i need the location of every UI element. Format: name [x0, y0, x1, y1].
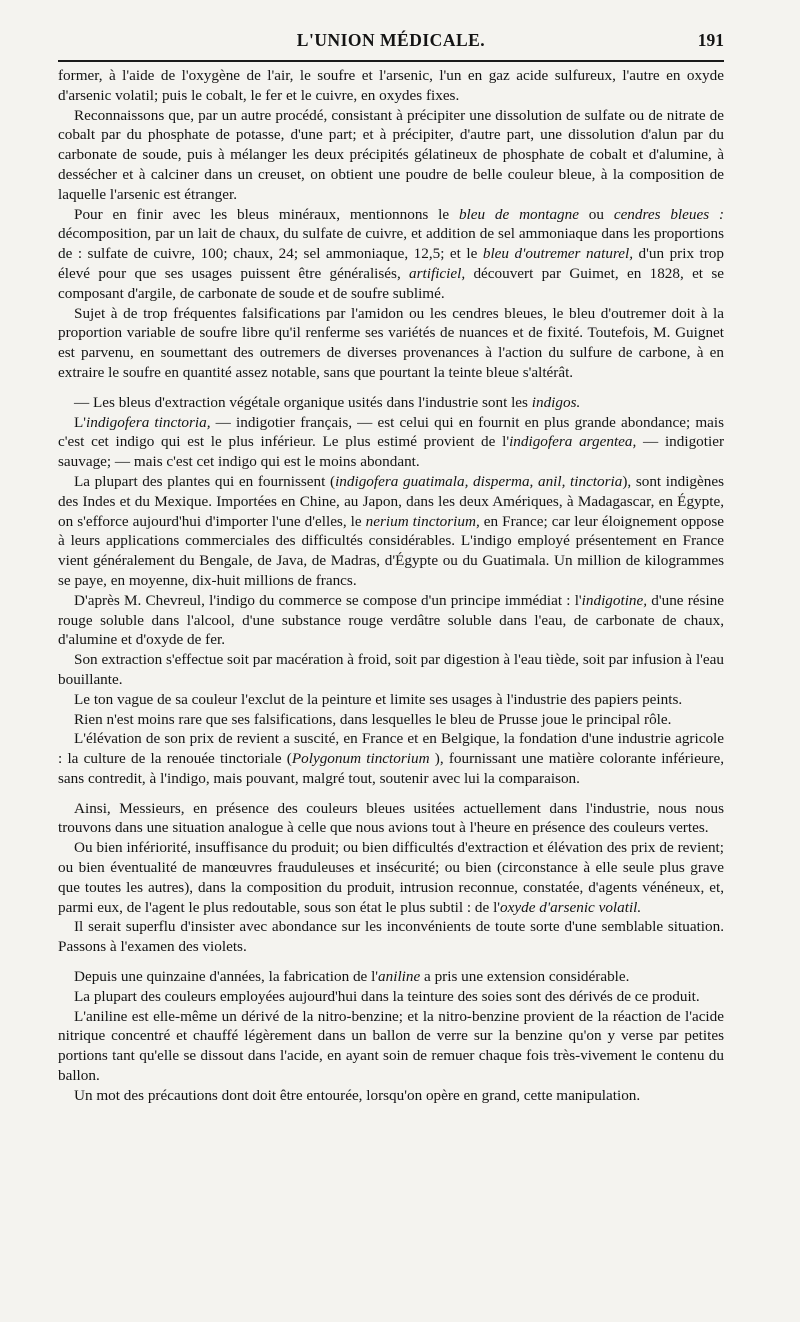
- text-run: Reconnaissons que, par un autre procédé, consistant à précipiter une dissolution de sulfate ou de nitrate de cobalt par du phosphate de potasse, d'une part; et à précipiter, d'autre part, une dissolution d'alun par du carbonate de soude, puis à mélanger les deux précipités gélatineux de phosphate de cobalt et d'alumine, à dessécher et à calciner dans un creuset, on obtient une poudre de belle couleur bleue, à la composition de laquelle l'arsenic est étranger.: [58, 106, 724, 203]
- paragraph: [58, 838, 724, 917]
- paragraph: [58, 472, 724, 591]
- italic-term: cendres bleues :: [613, 205, 725, 223]
- paragraph: [58, 591, 724, 650]
- text-run: en France; car leur éloignement oppose à leurs applications commerciales des difficultés considérables. L'indigo employé présentement en France vient généralement du Bengale, de Java, de Madras, d'Égypte ou du Guatimala. Un million de kilogrammes se paye, en moyenne, dix-huit millions de francs.: [58, 512, 724, 589]
- paragraph: [58, 650, 724, 690]
- italic-term: indigos.: [531, 393, 581, 411]
- text-run: Il serait superflu d'insister avec abondance sur les inconvénients de toute sorte d'une semblable situation. Passons à l'examen des violets.: [58, 918, 724, 956]
- italic-term: indigofera argentea,: [509, 433, 637, 451]
- paragraph: [58, 205, 724, 304]
- italic-term: Polygonum tinctorium: [291, 750, 430, 768]
- page-header: [58, 26, 724, 60]
- text-run: Rien n'est moins rare que ses falsifications, dans lesquelles le bleu de Prusse joue le principal rôle.: [74, 710, 672, 728]
- paragraph: [58, 967, 724, 987]
- text-run: La plupart des couleurs employées aujourd'hui dans la teinture des soies sont des dérivés de ce produit.: [74, 987, 700, 1005]
- text-run: La plupart des plantes qui en fournissent (: [74, 472, 336, 490]
- italic-term: bleu de montagne: [458, 205, 579, 223]
- text-run: former, à l'aide de l'oxygène de l'air, le soufre et l'arsenic, l'un en gaz acide sulfureux, l'autre en oxyde d'arsenic volatil; puis le cobalt, le fer et le cuivre, en oxydes fixes.: [58, 67, 724, 104]
- text-run: a pris une extension considérable.: [420, 968, 630, 986]
- text-run: Ainsi, Messieurs, en présence des couleurs bleues usitées actuellement dans l'industrie, nous nous trouvons dans une situation analogue à celle que nous avions tout à l'heure en présence des couleurs vertes.: [58, 799, 724, 837]
- text-run: d'un prix trop élevé pour que ses usages puissent être généralisés,: [58, 245, 724, 282]
- text-run: Depuis une quinzaine d'années, la fabrication de l': [74, 968, 379, 986]
- text-run: — indigotier sauvage; — mais c'est cet indigo qui est le moins abondant.: [58, 433, 724, 471]
- text-run: ), sont indigènes des Indes et du Mexique. Importées en Chine, au Japon, dans les deux Amériques, à Madagascar, en Égypte, on s'efforce aujourd'hui d'importer l'une d'elles, le: [58, 472, 724, 530]
- paragraph: [58, 66, 724, 106]
- paragraph: [58, 106, 724, 205]
- paragraph: [58, 799, 724, 839]
- paragraph: [58, 729, 724, 788]
- text-run: ), fournissant une matière colorante inférieure, sans contredit, à l'indigo, mais pouvant, malgré tout, soutenir avec lui la comparaison.: [58, 750, 725, 787]
- italic-term: indigofera tinctoria,: [86, 413, 211, 431]
- paragraph: [58, 987, 724, 1007]
- page-number: 191: [697, 30, 724, 50]
- text-run: — Les bleus d'extraction végétale organique usités dans l'industrie sont les: [74, 393, 532, 411]
- article-body: [58, 66, 724, 1106]
- paragraph: [58, 1007, 724, 1086]
- italic-term: indigotine,: [581, 591, 648, 609]
- paragraph: [58, 393, 724, 413]
- paragraph: [58, 690, 724, 710]
- paragraph: [58, 1086, 724, 1106]
- text-run: ou: [578, 205, 614, 223]
- text-run: d'une résine rouge soluble dans l'alcool, d'une substance rouge verdâtre soluble dans l'eau, de carbonate de chaux, d'alumine et d'oxyde de fer.: [58, 591, 724, 649]
- running-title: L'UNION MÉDICALE.: [296, 30, 486, 50]
- paragraph: [58, 710, 724, 730]
- italic-term: oxyde d'arsenic volatil.: [500, 898, 642, 916]
- text-run: — indigotier français, — est celui qui en fournit en plus grande abondance; mais c'est cet indigo qui est le plus inférieur. Le plus estimé provient de l': [58, 413, 724, 451]
- italic-term: artificiel,: [409, 264, 466, 282]
- text-run: L'aniline est elle-même un dérivé de la nitro-benzine; et la nitro-benzine provient de la réaction de l'acide nitrique concentré et chauffé légèrement dans un ballon de verre sur la benzine qu'on y verse par petites portions tant qu'elle se dissout dans l'acide, en ayant soin de remuer chaque fois très-vivement le contenu du ballon.: [58, 1007, 724, 1085]
- text-run: Sujet à de trop fréquentes falsifications par l'amidon ou les cendres bleues, le bleu d'outremer doit à la proportion variable de soufre libre qu'il renferme ses variétés de nuances et de fixité. Toutefois, M. Guignet est parvenu, en soumettant des outremers de diverses provenances à l'action du sulfure de carbone, à en extraire le soufre en quantité assez notable, sans que pourtant la teinte bleue s'altérât.: [58, 304, 724, 381]
- text-run: Le ton vague de sa couleur l'exclut de la peinture et limite ses usages à l'industrie des papiers peints.: [74, 690, 683, 708]
- italic-term: nerium tinctorium,: [365, 512, 480, 530]
- paragraph: [58, 304, 724, 383]
- text-run: Son extraction s'effectue soit par macération à froid, soit par digestion à l'eau tiède, soit par infusion à l'eau bouillante.: [58, 651, 724, 688]
- paragraph: [58, 917, 724, 957]
- header-rule: [58, 60, 724, 62]
- italic-term: aniline: [378, 968, 421, 986]
- text-run: Pour en finir avec les bleus minéraux, mentionnons le: [74, 205, 459, 223]
- text-run: découvert par Guimet, en 1828, et se composant d'argile, de carbonate de soude et de soufre sublimé.: [58, 264, 724, 302]
- text-run: Un mot des précautions dont doit être entourée, lorsqu'on opère en grand, cette manipulation.: [74, 1086, 641, 1104]
- paragraph: [58, 413, 724, 472]
- text-run: décomposition, par un lait de chaux, du sulfate de cuivre, et addition de sel ammoniaque dans les proportions de : sulfate de cuivre, 100; chaux, 24; sel ammoniaque, 12,5; et le: [58, 225, 724, 263]
- italic-term: bleu d'outremer naturel,: [482, 245, 634, 263]
- text-run: D'après M. Chevreul, l'indigo du commerce se compose d'un principe immédiat : l': [74, 591, 582, 609]
- text-run: Ou bien infériorité, insuffisance du produit; ou bien difficultés d'extraction et élévation des prix de revient; ou bien éventualité de manœuvres frauduleuses et insécurité; ou bien (circonstance à elle seule plus grave que toutes les autres), dans la composition du produit, intrusion reconnue, constatée, d'agents vénéneux, et, parmi eux, de l'agent le plus redoutable, sous son état le plus subtil : de l': [58, 839, 724, 916]
- text-run: L'élévation de son prix de revient a suscité, en France et en Belgique, la fondation d'une industrie agricole : la culture de la renouée tinctoriale (: [58, 730, 724, 768]
- text-run: L': [74, 413, 87, 431]
- italic-term: indigofera guatimala, disperma, anil, tinctoria: [335, 472, 623, 490]
